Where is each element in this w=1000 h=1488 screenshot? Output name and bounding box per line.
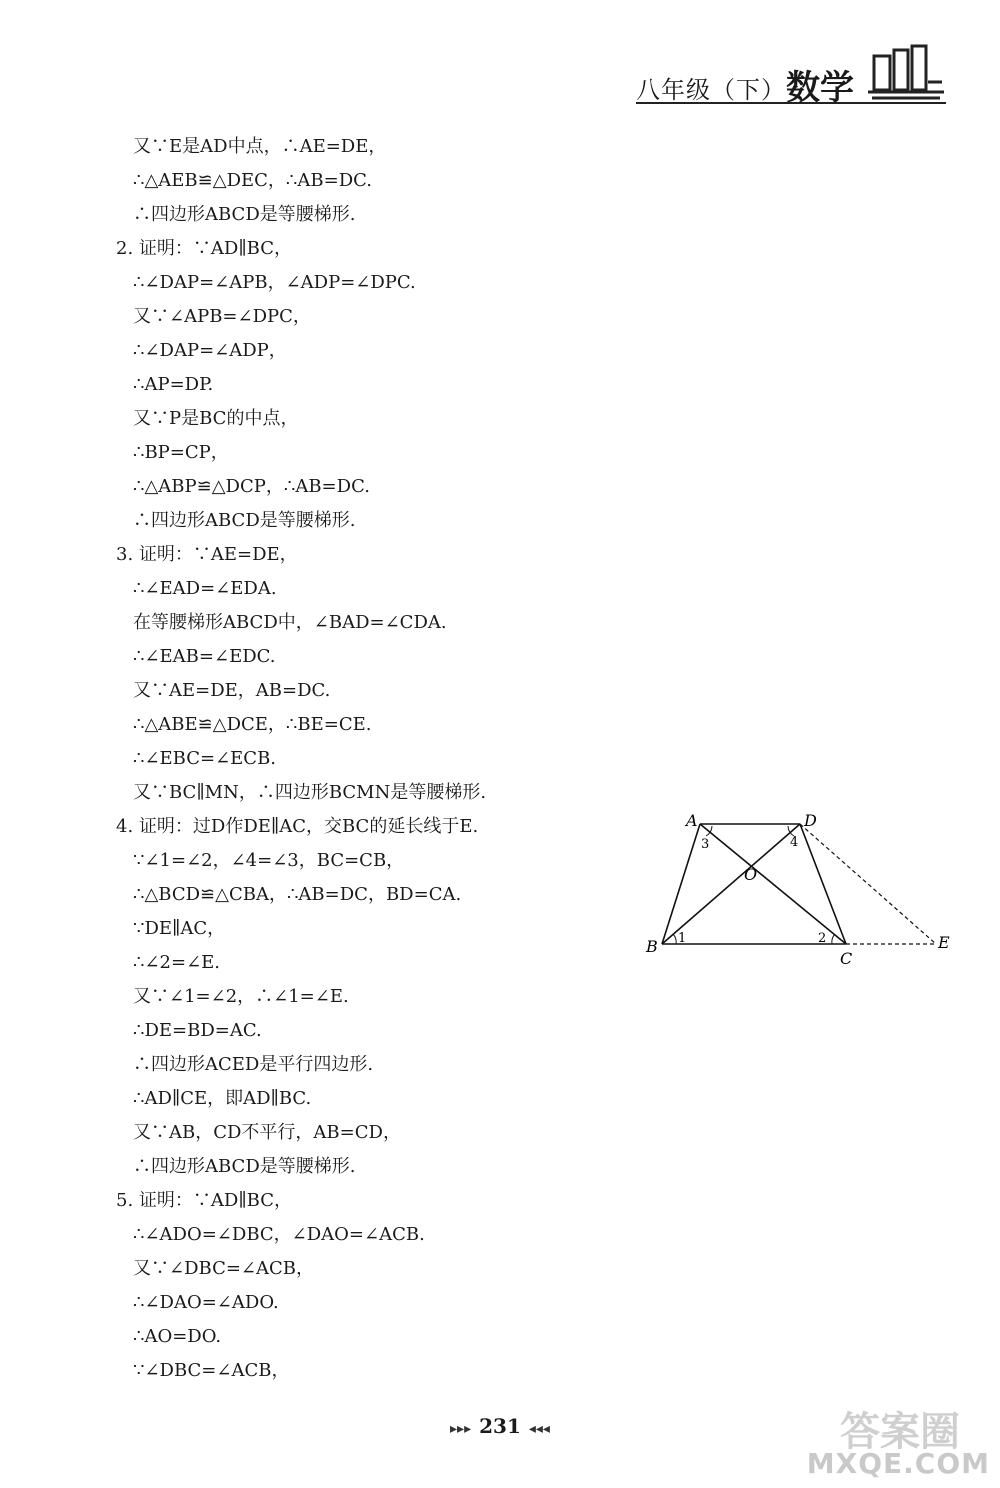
trapezoid-figure: [640, 808, 960, 968]
dashed-de: [800, 824, 936, 944]
subject-title: 数学: [786, 68, 854, 108]
label-angle-4: 4: [790, 835, 799, 850]
text-line: 又∵∠APB=∠DPC，: [133, 306, 311, 327]
side-ab: [662, 824, 700, 944]
problem-4-heading: 4. 证明：过D作DE∥AC，交BC的延长线于E.: [116, 816, 479, 837]
text-line: ∵DE∥AC，: [133, 918, 226, 939]
problem-3-heading: 3. 证明：∵AE=DE，: [116, 544, 298, 565]
problem-5-heading: 5. 证明：∵AD∥BC，: [116, 1190, 292, 1211]
text-line: ∴∠EAB=∠EDC.: [133, 646, 276, 667]
label-d: D: [804, 811, 817, 830]
books-logo-icon: [866, 42, 946, 102]
text-line: ∴AO=DO.: [133, 1326, 222, 1347]
text-line: ∴AP=DP.: [133, 374, 214, 395]
text-line: ∴DE=BD=AC.: [133, 1020, 262, 1041]
left-arrows: ▸▸▸: [450, 1421, 472, 1437]
page-header: [636, 40, 946, 108]
text-line: 又∵AB，CD不平行，AB=CD，: [133, 1122, 401, 1143]
text-line: ∴四边形ABCD是等腰梯形.: [133, 204, 356, 225]
right-arrows: ◂◂◂: [528, 1421, 550, 1437]
text-line: 又∵AE=DE，AB=DC.: [133, 680, 331, 701]
text-line: ∴∠ADO=∠DBC，∠DAO=∠ACB.: [133, 1224, 425, 1245]
watermark-cn: 答案圈: [840, 1409, 960, 1455]
diagonal-ac: [700, 824, 846, 944]
label-b: B: [646, 937, 658, 956]
text-line: ∴∠DAO=∠ADO.: [133, 1292, 279, 1313]
label-o: O: [744, 865, 758, 884]
watermark-url: MXQE.COM: [806, 1447, 990, 1480]
text-line: ∴∠DAP=∠APB，∠ADP=∠DPC.: [133, 272, 416, 293]
text-line: 又∵P是BC的中点，: [133, 408, 299, 429]
text-line: ∴△ABE≌△DCE，∴BE=CE.: [133, 714, 372, 735]
text-line: ∵∠1=∠2，∠4=∠3，BC=CB，: [133, 850, 405, 871]
header-rule: [636, 102, 946, 104]
text-line: ∴BP=CP，: [133, 442, 229, 463]
angle-arc-1: [673, 934, 676, 944]
text-line: ∴△BCD≌△CBA，∴AB=DC，BD=CA.: [133, 884, 462, 905]
label-a: A: [686, 811, 698, 830]
text-line: ∴AD∥CE，即AD∥BC.: [133, 1088, 312, 1109]
text-line: ∴∠EAD=∠EDA.: [133, 578, 277, 599]
text-line: ∴△AEB≌△DEC，∴AB=DC.: [133, 170, 372, 191]
text-line: 又∵E是AD中点，∴AE=DE，: [133, 136, 387, 157]
label-c: C: [840, 949, 853, 968]
text-line: ∴∠DAP=∠ADP，: [133, 340, 287, 361]
label-angle-1: 1: [678, 931, 687, 946]
watermark: [740, 1400, 990, 1480]
problem-2-heading: 2. 证明：∵AD∥BC，: [116, 238, 292, 259]
text-line: ∴∠EBC=∠ECB.: [133, 748, 277, 769]
label-e: E: [938, 933, 950, 952]
diagonal-bd: [662, 824, 800, 944]
grade-label: 八年级（下）: [636, 76, 786, 104]
text-line: ∴四边形ACED是平行四边形.: [133, 1054, 374, 1075]
label-angle-2: 2: [818, 931, 827, 946]
text-line: ∵∠DBC=∠ACB，: [133, 1360, 290, 1381]
page-number: 231: [479, 1414, 521, 1438]
text-line: 在等腰梯形ABCD中，∠BAD=∠CDA.: [133, 612, 447, 633]
text-line: ∴四边形ABCD是等腰梯形.: [133, 1156, 356, 1177]
text-line: 又∵BC∥MN，∴四边形BCMN是等腰梯形.: [133, 782, 487, 803]
label-angle-3: 3: [701, 837, 710, 852]
text-line: ∴∠2=∠E.: [133, 952, 221, 973]
text-line: ∴四边形ABCD是等腰梯形.: [133, 510, 356, 531]
text-line: ∴△ABP≌△DCP，∴AB=DC.: [133, 476, 370, 497]
text-line: 又∵∠1=∠2，∴∠1=∠E.: [133, 986, 349, 1007]
text-line: 又∵∠DBC=∠ACB，: [133, 1258, 315, 1279]
